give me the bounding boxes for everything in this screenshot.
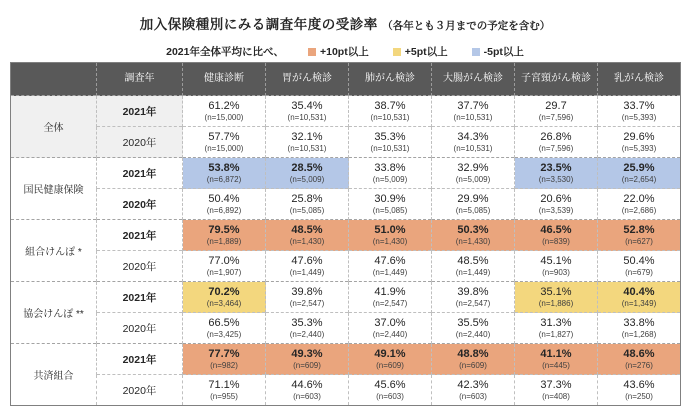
cell-sample-size: (n=10,531): [287, 143, 327, 153]
cell-sample-size: (n=5,393): [621, 112, 657, 122]
data-cell: [515, 127, 598, 158]
data-cell: [266, 313, 349, 344]
data-cell: [266, 127, 349, 158]
title-text: 加入保険種別にみる調査年度の受診率: [139, 17, 378, 32]
cell-value: 51.0%: [374, 223, 406, 236]
cell-sample-size: (n=679): [625, 267, 653, 277]
cell-value: 26.8%: [540, 130, 572, 143]
data-cell: [598, 96, 681, 127]
data-cell: [266, 189, 349, 220]
row-label: 協会けんぽ **: [11, 282, 97, 344]
table-row: [11, 251, 681, 282]
data-cell: [183, 251, 266, 282]
column-header: 乳がん検診: [598, 63, 681, 96]
cell-value: 35.3%: [374, 130, 406, 143]
cell-value: 30.9%: [374, 192, 406, 205]
cell-value: 48.5%: [291, 223, 323, 236]
cell-sample-size: (n=445): [542, 360, 570, 370]
year-cell: 2020年: [97, 189, 183, 220]
cell-value: 48.6%: [623, 347, 655, 360]
data-cell: [349, 282, 432, 313]
cell-value: 20.6%: [540, 192, 572, 205]
cell-value: 48.8%: [457, 347, 489, 360]
cell-value: 71.1%: [208, 378, 240, 391]
cell-value: 53.8%: [208, 161, 240, 174]
cell-value: 45.1%: [540, 254, 572, 267]
data-cell: [183, 375, 266, 406]
row-label: 共済組合: [11, 344, 97, 406]
cell-value: 37.0%: [374, 316, 406, 329]
cell-value: 37.3%: [540, 378, 572, 391]
data-cell: [598, 282, 681, 313]
legend-swatch-plus5: [393, 48, 401, 56]
cell-value: 39.8%: [457, 285, 489, 298]
cell-sample-size: (n=7,596): [538, 143, 574, 153]
year-cell: 2020年: [97, 127, 183, 158]
table-row: [11, 189, 681, 220]
cell-sample-size: (n=5,009): [455, 174, 491, 184]
data-cell: [515, 220, 598, 251]
legend-swatch-plus10: [308, 48, 316, 56]
cell-sample-size: (n=2,547): [289, 298, 325, 308]
cell-sample-size: (n=15,000): [204, 112, 244, 122]
table-row: [11, 375, 681, 406]
cell-value: 35.1%: [540, 285, 572, 298]
cell-sample-size: (n=5,009): [372, 174, 408, 184]
title-note: （各年とも３月までの予定を含む）: [382, 20, 551, 32]
cell-sample-size: (n=1,268): [621, 329, 657, 339]
cell-sample-size: (n=1,449): [289, 267, 325, 277]
data-cell: [183, 344, 266, 375]
data-cell: [349, 127, 432, 158]
data-cell: [515, 158, 598, 189]
cell-sample-size: (n=1,886): [538, 298, 574, 308]
cell-value: 77.7%: [208, 347, 240, 360]
data-cell: [349, 220, 432, 251]
cell-sample-size: (n=982): [210, 360, 238, 370]
data-cell: [598, 158, 681, 189]
year-cell: 2020年: [97, 375, 183, 406]
cell-sample-size: (n=1,907): [206, 267, 242, 277]
cell-sample-size: (n=1,889): [206, 236, 242, 246]
cell-sample-size: (n=6,892): [206, 205, 242, 215]
cell-value: 77.0%: [208, 254, 240, 267]
data-cell: [598, 251, 681, 282]
data-cell: [515, 344, 598, 375]
cell-value: 35.3%: [291, 316, 323, 329]
data-cell: [598, 313, 681, 344]
cell-value: 29.7: [545, 99, 567, 112]
data-cell: [183, 158, 266, 189]
cell-value: 25.9%: [623, 161, 655, 174]
survey-rate-table: [10, 62, 681, 406]
data-cell: [598, 344, 681, 375]
data-cell: [598, 375, 681, 406]
data-cell: [349, 251, 432, 282]
cell-sample-size: (n=10,531): [287, 112, 327, 122]
cell-sample-size: (n=3,539): [538, 205, 574, 215]
column-header: 大腸がん検診: [432, 63, 515, 96]
data-cell: [432, 344, 515, 375]
cell-value: 39.8%: [291, 285, 323, 298]
cell-sample-size: (n=603): [293, 391, 321, 401]
data-cell: [515, 375, 598, 406]
cell-value: 32.9%: [457, 161, 489, 174]
year-cell: 2021年: [97, 282, 183, 313]
cell-sample-size: (n=2,440): [372, 329, 408, 339]
cell-value: 41.1%: [540, 347, 572, 360]
cell-value: 79.5%: [208, 223, 240, 236]
cell-value: 50.4%: [208, 192, 240, 205]
table-header: [11, 63, 681, 96]
cell-sample-size: (n=2,440): [289, 329, 325, 339]
cell-value: 47.6%: [291, 254, 323, 267]
data-cell: [183, 282, 266, 313]
cell-sample-size: (n=5,085): [289, 205, 325, 215]
cell-value: 31.3%: [540, 316, 572, 329]
cell-value: 40.4%: [623, 285, 655, 298]
cell-sample-size: (n=10,531): [453, 143, 493, 153]
cell-value: 50.4%: [623, 254, 655, 267]
legend-item-plus10: [308, 44, 369, 59]
cell-sample-size: (n=10,531): [370, 143, 410, 153]
cell-sample-size: (n=1,449): [455, 267, 491, 277]
cell-sample-size: (n=3,464): [206, 298, 242, 308]
data-cell: [183, 96, 266, 127]
data-cell: [183, 220, 266, 251]
cell-value: 37.7%: [457, 99, 489, 112]
year-cell: 2020年: [97, 251, 183, 282]
cell-sample-size: (n=955): [210, 391, 238, 401]
cell-value: 49.1%: [374, 347, 406, 360]
cell-value: 33.8%: [623, 316, 655, 329]
data-cell: [432, 127, 515, 158]
table-row: [11, 127, 681, 158]
cell-sample-size: (n=6,872): [206, 174, 242, 184]
cell-sample-size: (n=250): [625, 391, 653, 401]
column-header: 健康診断: [183, 63, 266, 96]
data-cell: [266, 220, 349, 251]
cell-value: 34.3%: [457, 130, 489, 143]
data-cell: [266, 251, 349, 282]
cell-value: 46.5%: [540, 223, 572, 236]
year-cell: 2021年: [97, 220, 183, 251]
data-cell: [432, 189, 515, 220]
cell-value: 57.7%: [208, 130, 240, 143]
data-cell: [266, 282, 349, 313]
cell-value: 28.5%: [291, 161, 323, 174]
data-cell: [432, 96, 515, 127]
cell-value: 41.9%: [374, 285, 406, 298]
data-cell: [349, 344, 432, 375]
data-cell: [432, 282, 515, 313]
legend-label: +10pt以上: [319, 46, 369, 58]
table-body: [11, 96, 681, 406]
figure-title: [0, 13, 690, 34]
cell-sample-size: (n=603): [376, 391, 404, 401]
cell-sample-size: (n=15,000): [204, 143, 244, 153]
data-cell: [183, 127, 266, 158]
cell-value: 52.8%: [623, 223, 655, 236]
table-row: [11, 313, 681, 344]
cell-sample-size: (n=2,547): [455, 298, 491, 308]
cell-value: 29.9%: [457, 192, 489, 205]
cell-sample-size: (n=1,430): [372, 236, 408, 246]
data-cell: [183, 189, 266, 220]
cell-sample-size: (n=2,686): [621, 205, 657, 215]
legend-prefix: 2021年全体平均に比べ、: [166, 46, 284, 58]
data-cell: [515, 189, 598, 220]
table-row: [11, 96, 681, 127]
data-cell: [432, 313, 515, 344]
column-header: 子宮頸がん検診: [515, 63, 598, 96]
year-cell: 2020年: [97, 313, 183, 344]
column-header: 調査年: [97, 63, 183, 96]
year-cell: 2021年: [97, 158, 183, 189]
cell-sample-size: (n=609): [293, 360, 321, 370]
cell-value: 23.5%: [540, 161, 572, 174]
cell-sample-size: (n=5,393): [621, 143, 657, 153]
data-cell: [349, 375, 432, 406]
data-cell: [349, 158, 432, 189]
data-cell: [515, 282, 598, 313]
cell-sample-size: (n=10,531): [453, 112, 493, 122]
cell-sample-size: (n=839): [542, 236, 570, 246]
year-cell: 2021年: [97, 344, 183, 375]
data-cell: [266, 96, 349, 127]
cell-value: 45.6%: [374, 378, 406, 391]
cell-sample-size: (n=5,085): [372, 205, 408, 215]
cell-value: 32.1%: [291, 130, 323, 143]
cell-sample-size: (n=5,009): [289, 174, 325, 184]
cell-value: 70.2%: [208, 285, 240, 298]
year-cell: 2021年: [97, 96, 183, 127]
highlight-legend: [0, 44, 690, 59]
legend-label: -5pt以上: [483, 46, 524, 58]
column-header: 胃がん検診: [266, 63, 349, 96]
data-cell: [349, 96, 432, 127]
cell-value: 33.7%: [623, 99, 655, 112]
data-cell: [349, 189, 432, 220]
cell-value: 49.3%: [291, 347, 323, 360]
cell-value: 38.7%: [374, 99, 406, 112]
cell-sample-size: (n=1,430): [455, 236, 491, 246]
cell-sample-size: (n=1,430): [289, 236, 325, 246]
legend-item-minus5: [472, 44, 524, 59]
cell-sample-size: (n=1,827): [538, 329, 574, 339]
cell-value: 61.2%: [208, 99, 240, 112]
data-cell: [515, 251, 598, 282]
cell-value: 50.3%: [457, 223, 489, 236]
cell-value: 35.4%: [291, 99, 323, 112]
cell-value: 29.6%: [623, 130, 655, 143]
cell-sample-size: (n=609): [459, 360, 487, 370]
cell-sample-size: (n=603): [459, 391, 487, 401]
cell-sample-size: (n=5,085): [455, 205, 491, 215]
data-cell: [432, 158, 515, 189]
cell-sample-size: (n=3,425): [206, 329, 242, 339]
cell-sample-size: (n=7,596): [538, 112, 574, 122]
cell-sample-size: (n=903): [542, 267, 570, 277]
legend-swatch-minus5: [472, 48, 480, 56]
cell-value: 47.6%: [374, 254, 406, 267]
row-label: 国民健康保険: [11, 158, 97, 220]
cell-sample-size: (n=1,449): [372, 267, 408, 277]
cell-sample-size: (n=10,531): [370, 112, 410, 122]
cell-sample-size: (n=2,440): [455, 329, 491, 339]
data-cell: [432, 251, 515, 282]
cell-value: 48.5%: [457, 254, 489, 267]
table-row: [11, 282, 681, 313]
cell-value: 25.8%: [291, 192, 323, 205]
row-label: 全体: [11, 96, 97, 158]
legend-item-plus5: [393, 44, 448, 59]
data-cell: [266, 375, 349, 406]
data-cell: [598, 189, 681, 220]
row-label: 組合けんぽ *: [11, 220, 97, 282]
cell-sample-size: (n=408): [542, 391, 570, 401]
cell-sample-size: (n=609): [376, 360, 404, 370]
cell-value: 33.8%: [374, 161, 406, 174]
corner-cell: [11, 63, 97, 96]
cell-sample-size: (n=2,547): [372, 298, 408, 308]
data-cell: [432, 220, 515, 251]
data-cell: [349, 313, 432, 344]
cell-sample-size: (n=627): [625, 236, 653, 246]
data-cell: [432, 375, 515, 406]
cell-value: 66.5%: [208, 316, 240, 329]
data-cell: [266, 158, 349, 189]
cell-value: 43.6%: [623, 378, 655, 391]
cell-value: 42.3%: [457, 378, 489, 391]
cell-sample-size: (n=3,530): [538, 174, 574, 184]
data-cell: [515, 96, 598, 127]
cell-sample-size: (n=2,654): [621, 174, 657, 184]
data-cell: [183, 313, 266, 344]
column-header: 肺がん検診: [349, 63, 432, 96]
table-row: [11, 344, 681, 375]
cell-value: 35.5%: [457, 316, 489, 329]
table-row: [11, 158, 681, 189]
data-cell: [266, 344, 349, 375]
table-row: [11, 220, 681, 251]
cell-value: 44.6%: [291, 378, 323, 391]
legend-label: +5pt以上: [404, 46, 448, 58]
cell-sample-size: (n=276): [625, 360, 653, 370]
data-cell: [598, 220, 681, 251]
data-cell: [598, 127, 681, 158]
cell-value: 22.0%: [623, 192, 655, 205]
cell-sample-size: (n=1,349): [621, 298, 657, 308]
data-cell: [515, 313, 598, 344]
